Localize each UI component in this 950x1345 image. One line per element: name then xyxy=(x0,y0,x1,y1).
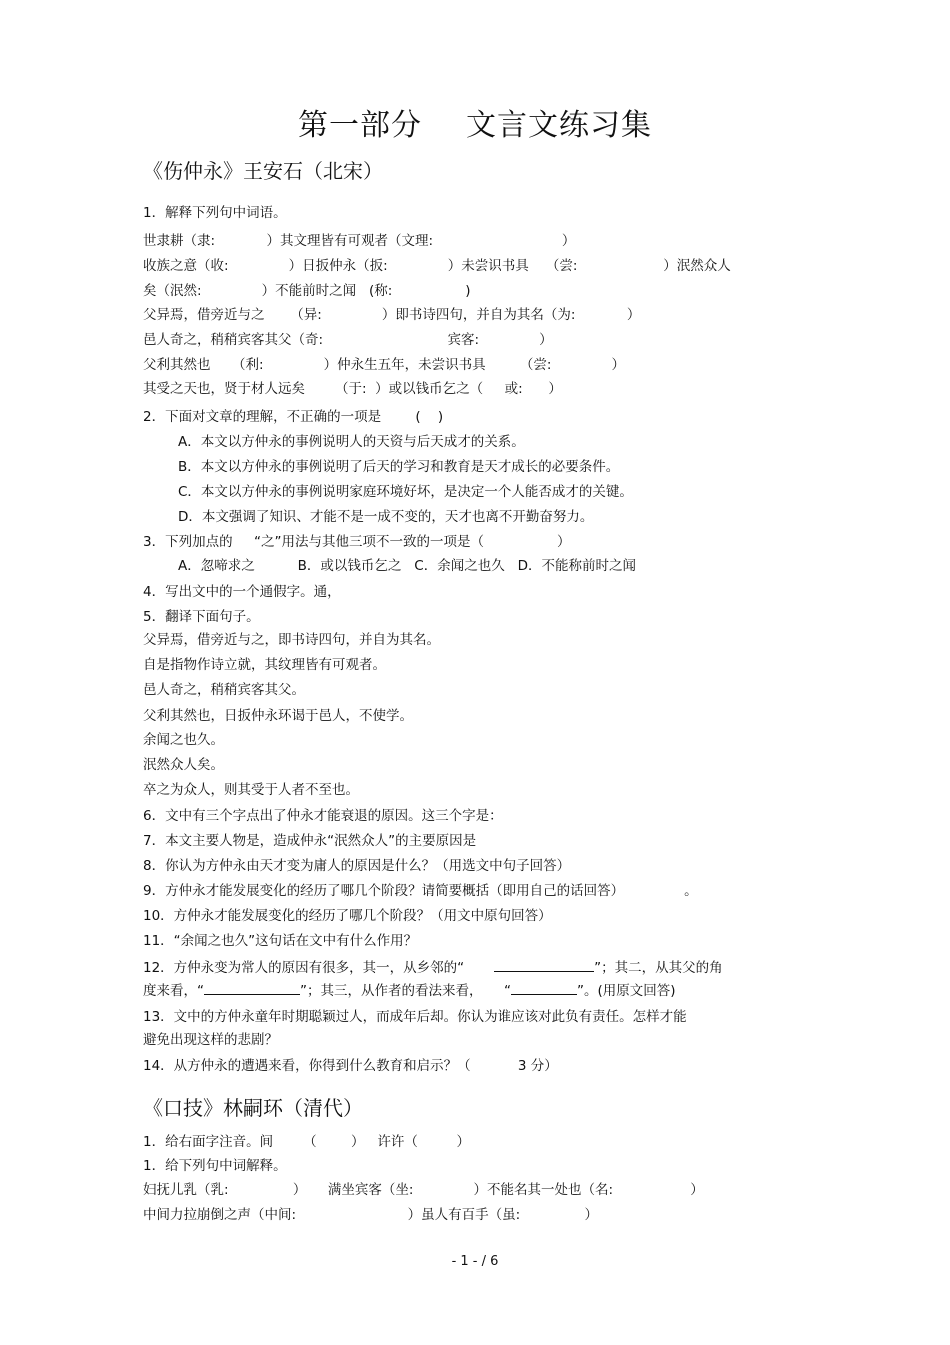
sentence-line: 邑人奇之，稍稍宾客其父。 xyxy=(143,682,305,698)
question-line: 7．本文主要人物是，造成仲永“泯然众人”的主要原因是 xyxy=(143,833,477,849)
question-line: 13．文中的方仲永童年时期聪颖过人，而成年后却。你认为谁应该对此负有责任。怎样才能 xyxy=(143,1009,687,1025)
question-line: 邑人奇之，稍稍宾客其父（奇: 宾客: ） xyxy=(143,332,553,348)
q12-part-3: 度来看，“ xyxy=(143,983,204,999)
question-line: 1．解释下列句中词语。 xyxy=(143,205,287,221)
question-line: 中间力拉崩倒之声（中间: ）虽人有百手（虽: ） xyxy=(143,1207,599,1223)
title-name: 文言文练习集 xyxy=(466,108,652,143)
option-line: A．忽啼求之 B．或以钱币乞之 C．余闻之也久 D．不能称前时之闻 xyxy=(178,558,636,574)
question-line: 1．给下列句中词解释。 xyxy=(143,1158,287,1174)
sentence-line: 余闻之也久。 xyxy=(143,732,224,748)
page-title xyxy=(0,100,950,144)
question-line: 父异焉，借旁近与之 （异: ）即书诗四句，并自为其名（为: ） xyxy=(143,307,641,323)
option-line: D．本文强调了知识、才能不是一成不变的，天才也离不开勤奋努力。 xyxy=(178,509,594,525)
question-line: 9．方仲永才能发展变化的经历了哪几个阶段？请简要概括（即用自己的话回答） 。 xyxy=(143,883,698,899)
sentence-line: 自是指物作诗立就，其纹理皆有可观者。 xyxy=(143,657,386,673)
question-line: 5．翻译下面句子。 xyxy=(143,609,260,625)
section-heading-kouji: 《口技》林嗣环（清代） xyxy=(143,1096,363,1120)
question-line-12-cont xyxy=(143,981,675,1000)
q12-part-2: ”；其二，从其父的角 xyxy=(594,960,723,976)
option-line: A．本文以方仲永的事例说明人的天资与后天成才的关系。 xyxy=(178,434,525,450)
question-line: 收族之意（收: ）日扳仲永（扳: ）未尝识书具 （尝: ）泯然众人 xyxy=(143,258,731,274)
question-line: 父利其然也 （利: ）仲永生五年，未尝识书具 （尝: ） xyxy=(143,357,626,373)
page-number: - 1 - / 6 xyxy=(451,1254,499,1269)
sentence-line: 卒之为众人，则其受于人者不至也。 xyxy=(143,782,359,798)
question-line: 10．方仲永才能发展变化的经历了哪几个阶段？（用文中原句回答） xyxy=(143,908,552,924)
question-line: 6．文中有三个字点出了仲永才能衰退的原因。这三个字是： xyxy=(143,808,503,824)
question-line: 8．你认为方仲永由天才变为庸人的原因是什么？（用选文中句子回答） xyxy=(143,858,571,874)
question-line: 14．从方仲永的遭遇来看，你得到什么教育和启示？（ 3 分） xyxy=(143,1058,558,1074)
q12-part-1: 12．方仲永变为常人的原因有很多，其一，从乡邻的“ xyxy=(143,960,465,976)
question-line: 4．写出文中的一个通假字。通， xyxy=(143,584,341,600)
q12-part-4: ”；其三，从作者的看法来看， “ xyxy=(300,983,511,999)
question-line: 妇抚儿乳（乳: ） 满坐宾客（坐: ）不能名其一处也（名: ） xyxy=(143,1182,704,1198)
section-heading-shang-zhongyong: 《伤仲永》王安石（北宋） xyxy=(143,159,383,183)
option-line: C．本文以方仲永的事例说明家庭环境好坏，是决定一个人能否成才的关键。 xyxy=(178,484,633,500)
answer-blank xyxy=(494,958,594,972)
answer-blank xyxy=(204,981,300,995)
question-line: 11．“余闻之也久”这句话在文中有什么作用？ xyxy=(143,933,418,949)
question-line-12 xyxy=(143,958,723,977)
question-line: 矣（泯然: ）不能前时之闻 (称: ) xyxy=(143,283,471,299)
sentence-line: 泯然众人矣。 xyxy=(143,757,224,773)
question-line: 世隶耕（隶: ）其文理皆有可观者（文理: ） xyxy=(143,233,576,249)
question-line: 其受之天也，贤于材人远矣 （于: ）或以钱币乞之（ 或: ） xyxy=(143,381,562,397)
question-line: 3．下列加点的 “之”用法与其他三项不一致的一项是（ ） xyxy=(143,534,571,550)
answer-blank xyxy=(511,981,577,995)
title-part: 第一部分 xyxy=(298,108,422,143)
sentence-line: 父利其然也，日扳仲永环谒于邑人，不使学。 xyxy=(143,708,413,724)
question-line: 2．下面对文章的理解，不正确的一项是 ( ) xyxy=(143,409,444,425)
q12-part-5: ”。(用原文回答) xyxy=(576,983,676,999)
question-line: 1．给右面字注音。间 （ ） 许许（ ） xyxy=(143,1134,470,1150)
question-line: 避免出现这样的悲剧？ xyxy=(143,1032,278,1048)
sentence-line: 父异焉，借旁近与之，即书诗四句，并自为其名。 xyxy=(143,632,440,648)
option-line: B．本文以方仲永的事例说明了后天的学习和教育是天才成长的必要条件。 xyxy=(178,459,620,475)
